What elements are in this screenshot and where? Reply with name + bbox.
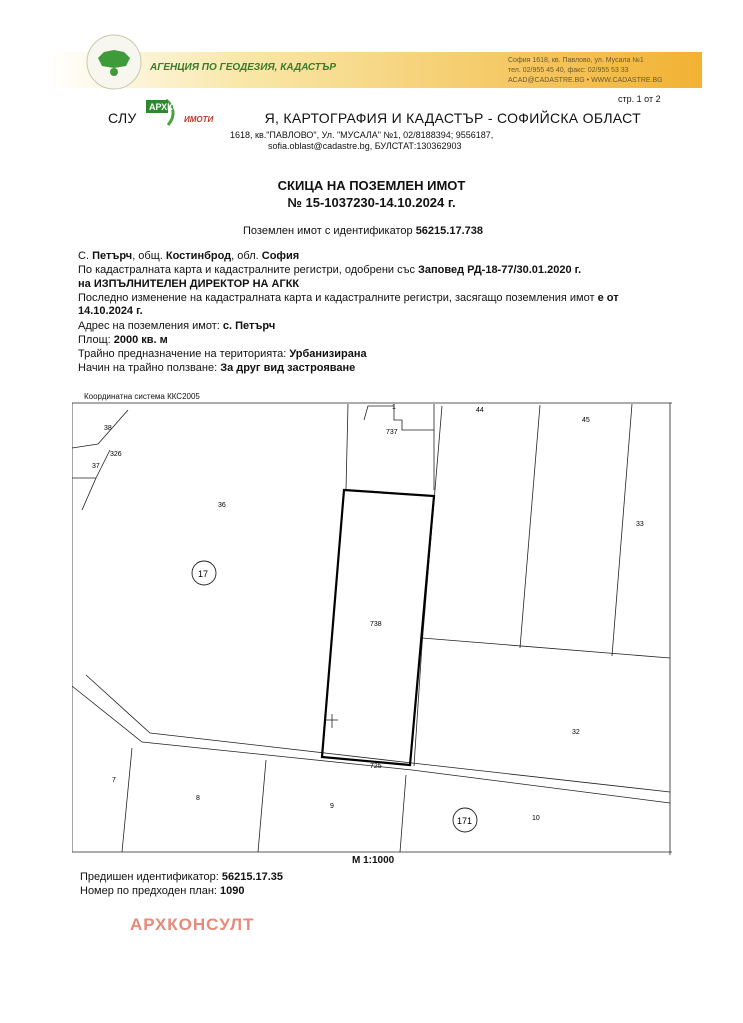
region: София (261, 250, 300, 262)
agency-address-line: тел. 02/955 45 40, факс: 02/955 53 33 (508, 67, 629, 74)
stamp-text-top: АРХКОНСУЛТ (149, 102, 210, 112)
label: Начин на трайно ползване: (78, 362, 221, 374)
boundary-38 (72, 410, 128, 448)
label-45: 45 (582, 417, 590, 424)
order-number: Заповед РД-18-77/30.01.2020 г. (418, 264, 582, 276)
purpose-line (78, 348, 367, 361)
coordinate-system: Координатна система ККС2005 (84, 392, 200, 401)
boundary-9-10 (400, 775, 406, 852)
boundary-32-top (422, 638, 670, 658)
stamp-text-bottom: ИМОТИ (184, 115, 214, 124)
previous-identifier (80, 871, 283, 883)
label-33: 33 (636, 521, 644, 528)
boundary-37 (72, 450, 110, 478)
text: По кадастралната карта и кадастралните регистри, одобрени със (78, 264, 419, 276)
label: Предишен идентификатор: (80, 871, 222, 883)
cadastral-map (72, 390, 672, 860)
village: Петърч (92, 250, 133, 262)
office-email: sofia.oblast@cadastre.bg, БУЛСТАТ:130362903 (268, 141, 462, 151)
property-identifier (243, 225, 483, 237)
label-9: 9 (330, 803, 334, 810)
text: С. (78, 250, 93, 262)
municipality: Костинброд (165, 250, 232, 262)
boundary-45-33 (612, 404, 632, 656)
identifier-label: Поземлен имот с идентификатор (243, 225, 413, 237)
usage-line (78, 362, 355, 375)
road-upper-edge (86, 675, 670, 792)
text: , общ. (132, 250, 166, 262)
label-37: 37 (92, 463, 100, 470)
agency-name: АГЕНЦИЯ ПО ГЕОДЕЗИЯ, КАДАСТЪР (150, 62, 337, 73)
office-address: 1618, кв."ПАВЛОВО", Ул. "МУСАЛА" №1, 02/8188394; 9556187, (230, 130, 494, 140)
label-7: 7 (112, 777, 116, 784)
boundary-36-right (346, 404, 348, 490)
value: 1090 (220, 885, 245, 897)
label-44: 44 (476, 407, 484, 414)
arhkonsult-stamp-logo (146, 98, 252, 126)
label-8: 8 (196, 795, 200, 802)
label-32: 32 (572, 729, 580, 736)
value: 56215.17.35 (221, 871, 284, 883)
label: Площ: (78, 334, 114, 346)
value: Урбанизирана (289, 348, 367, 360)
label-1: 1 (392, 404, 396, 411)
date: 14.10.2024 г. (78, 305, 143, 317)
road-lower-edge (72, 686, 670, 803)
office-title-left: СЛУ (108, 110, 137, 126)
label-36: 36 (218, 502, 226, 509)
text: Последно изменение на кадастралната карта и кадастралните регистри, засягащо поземления имот (78, 292, 598, 304)
director-text: на ИЗПЪЛНИТЕЛЕН ДИРЕКТОР НА АГКК (78, 278, 300, 290)
map-scale: М 1:1000 (352, 855, 395, 866)
area-line (78, 334, 168, 347)
label-725: 725 (370, 763, 382, 770)
document-title: СКИЦА НА ПОЗЕМЛЕН ИМОТ (277, 178, 466, 193)
label-738: 738 (370, 621, 382, 628)
office-title-right: Я, КАРТОГРАФИЯ И КАДАСТЪР - СОФИЙСКА ОБЛАСТ (264, 110, 641, 126)
text: , обл. (231, 250, 262, 262)
page-number: стр. 1 от 2 (618, 94, 661, 104)
label-171: 171 (457, 816, 473, 826)
boundary-8-9 (258, 760, 266, 852)
identifier-value: 56215.17.738 (415, 225, 483, 237)
agency-address (508, 56, 698, 86)
boundary-37b (82, 478, 96, 510)
boundary-7-8 (122, 748, 132, 852)
label-17: 17 (198, 569, 209, 579)
text-bold: е от (597, 292, 619, 304)
label-10: 10 (532, 815, 540, 822)
label: Номер по предходен план: (80, 885, 221, 897)
value: 2000 кв. м (113, 334, 168, 346)
document-number: № 15-1037230-14.10.2024 г. (287, 195, 456, 210)
building-737 (364, 406, 434, 430)
agency-address-line: София 1618, кв. Павлово, ул. Мусала №1 (508, 57, 644, 64)
label: Адрес на поземления имот: (78, 320, 223, 332)
boundary-44-45 (520, 405, 540, 648)
last-change-line (78, 292, 619, 305)
label-38: 38 (104, 425, 112, 432)
last-change-date (78, 305, 143, 318)
label-326: 326 (110, 451, 122, 458)
director-line (78, 278, 299, 291)
value: с. Петърч (222, 320, 276, 332)
approval-line (78, 264, 581, 277)
arhkonsult-watermark: АРХКОНСУЛТ (130, 915, 255, 934)
value: За друг вид застрояване (220, 362, 356, 374)
agency-logo-icon (84, 32, 144, 92)
label-737: 737 (386, 429, 398, 436)
agency-address-line: ACAD@CADASTRE.BG • WWW.CADASTRE.BG (508, 77, 663, 84)
previous-plan-number (80, 885, 245, 897)
location-line (78, 250, 299, 263)
label: Трайно предназначение на територията: (78, 348, 290, 360)
address-line (78, 320, 275, 333)
